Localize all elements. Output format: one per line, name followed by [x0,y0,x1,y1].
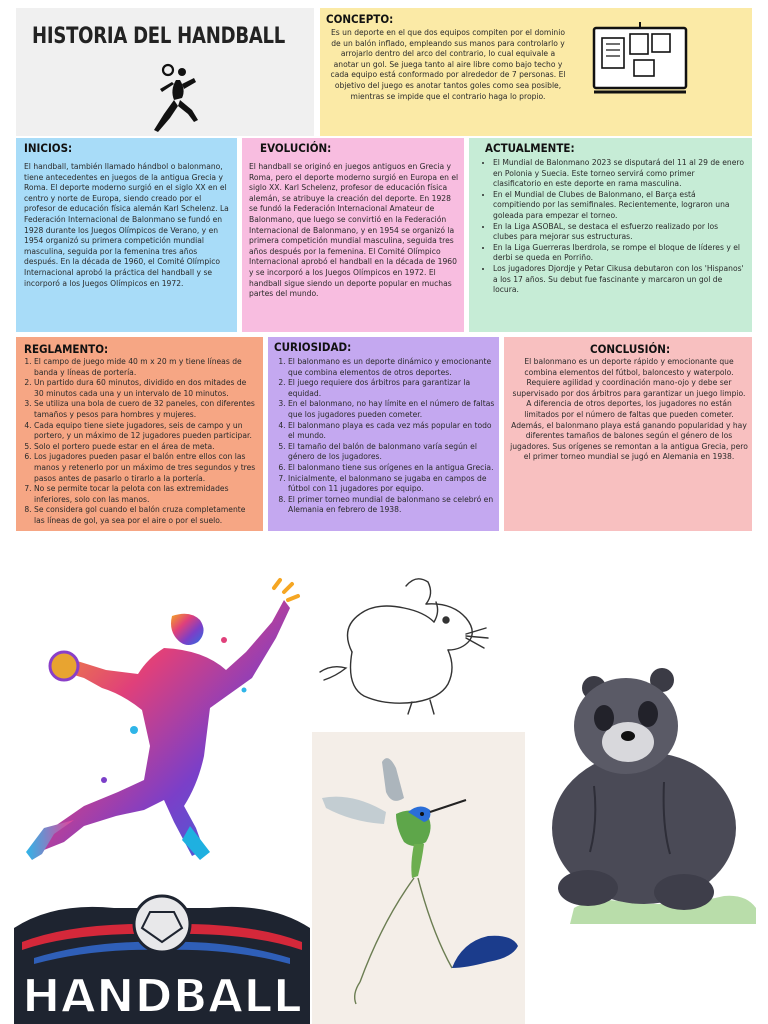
list-item: 1. El balonmano es un deporte dinámico y emocionante que combina elementos de otros deportes. [288,357,496,378]
actualmente-panel [469,138,752,332]
reglamento-list [22,357,258,527]
conclusion-heading: CONCLUSIÓN: [590,342,671,356]
list-item: 8. Se considera gol cuando el balón cruza completamente las líneas de gol, ya sea por el aire o por el suelo. [34,505,258,526]
concepto-heading: CONCEPTO: [326,12,394,26]
list-item: 2. Un partido dura 60 minutos, dividido en dos mitades de 30 minutos cada una y un intervalo de 10 minutos. [34,378,258,399]
hummingbird-drawing [312,732,525,1024]
list-item: 6. Los jugadores pueden pasar el balón entre ellos con las manos y retenerlo por un máximo de tres segundos y tres pasos antes de pasarlo o tirarlo a la portería. [34,452,258,484]
inicios-heading: INICIOS: [24,141,73,155]
curiosidad-panel [268,337,499,531]
handball-player-icon [146,56,206,136]
list-item: 5. Solo el portero puede estar en el área de meta. [34,442,258,453]
evolucion-panel [242,138,464,332]
list-item: 1. El campo de juego mide 40 m x 20 m y tiene líneas de banda y líneas de portería. [34,357,258,378]
inicios-panel [16,138,237,332]
list-item: 3. En el balonmano, no hay límite en el número de faltas que los jugadores pueden cometer. [288,399,496,420]
list-item: • En la Liga Guerreras Iberdrola, se rompe el bloque de líderes y el derbi se queda en Porriño. [493,243,745,264]
curiosidad-list [276,357,496,516]
actualmente-list [483,158,745,296]
conclusion-panel [504,337,752,531]
bear-drawing [534,656,762,926]
logo-text: HANDBALL [21,969,303,1023]
list-item: • En el Mundial de Clubes de Balonmano, el Barça está compitiendo por las semifinales. Recientemente, lograron una goleada para empezar el torneo. [493,190,745,222]
concepto-panel [320,8,752,136]
reglamento-panel [16,337,263,531]
list-item: • El Mundial de Balonmano 2023 se disputará del 11 al 29 de enero en Polonia y Suecia. Este torneo servirá como primer clasificatorio en este deporte en rama masculina. [493,158,745,190]
list-item: 6. El balonmano tiene sus orígenes en la antigua Grecia. [288,463,496,474]
page-title: HISTORIA DEL HANDBALL [32,24,286,49]
handball-logo-graphic [14,888,310,1024]
list-item: 4. Cada equipo tiene siete jugadores, seis de campo y un portero, y un máximo de 12 jugadores pueden participar. [34,421,258,442]
concepto-text: Es un deporte en el que dos equipos compiten por el dominio de un balón inflado, empleando sus manos para controlarlo y arrojarlo dentro del arco del contrario, lo cual equivale a anotar un gol. Se juega tanto al aire libre como bajo techo y cada equipo está conformado por alrededor de 7 personas. El objetivo del juego es anotar tantos goles como sea posible, mientras se impide que el contrario haga lo propio. [330,28,566,101]
curiosidad-heading: CURIOSIDAD: [274,340,352,354]
hummingbird-picture [312,732,525,1024]
whiteboard-icon [590,20,690,100]
list-item: 7. Inicialmente, el balonmano se jugaba en campos de fútbol con 11 jugadores por equipo. [288,474,496,495]
conclusion-text: El balonmano es un deporte rápido y emocionante que combina elementos del fútbol, baloncesto y waterpolo. Requiere agilidad y coordinación mano-ojo y debe ser supervisado por dos árbitros para garantizar un juego limpio. A diferencia de otros deportes, los jugadores no están limitados por el número de faltas que pueden cometer. Además, el balonmano playa está ganando popularidad y hay diferentes tamaños de balones según el género de los jugadores. Sus orígenes se remontan a la antigua Grecia, pero el primer torneo mundial se jugó en Alemania en 1938. [510,357,748,462]
evolucion-heading: EVOLUCIÓN: [260,141,332,155]
actualmente-heading: ACTUALMENTE: [485,141,575,155]
list-item: 4. El balonmano playa es cada vez más popular en todo el mundo. [288,421,496,442]
list-item: 5. El tamaño del balón de balonmano varía según el género de los jugadores. [288,442,496,463]
inicios-text: El handball, también llamado hándbol o balonmano, tiene antecedentes en juegos de la antigua Grecia y Roma. El deporte moderno surgió en el siglo XX en el centro y norte de Europa, siendo creado por el profesor de educación física alemán Karl Schelenz. La Federación Internacional de Balonmano se fundó en 1928 durante los Juegos Olímpicos de Verano, y en 1954 organizó su primera competición mundial masculina, seguida por la femenina tres años después. En la década de 1960, el Comité Olímpico Internacional aprobó la práctica del handball y se incorporó a los Juegos Olímpicos en 1972. [24,162,229,288]
list-item: 2. El juego requiere dos árbitros para garantizar la equidad. [288,378,496,399]
title-panel [16,8,314,136]
evolucion-text: El handball se originó en juegos antiguos en Grecia y Roma, pero el deporte moderno surgió en Europa en el siglo XX. Karl Schelenz, profesor de educación física alemán, se atribuye la creación del deporte. En 1928 se fundó la Federación Internacional Amateur de Balonmano, que luego se convirtió en la Federación Internacional de Balonmano, y en 1954 se organizó la primera competición mundial masculina, seguida tres años después por la femenina. El Comité Olímpico Internacional aprobó el handball en la década de 1960 y se incorporó a los Juegos Olímpicos en 1972. El handball sigue siendo un deporte popular en muchas partes del mundo. [249,162,459,299]
list-item: • Los jugadores Djordje y Petar Cikusa debutaron con los 'Hispanos' a los 17 años. Su debut fue fascinante y marcaron un gol de locura. [493,264,745,296]
list-item: 7. No se permite tocar la pelota con las extremidades inferiores, solo con las manos. [34,484,258,505]
handball-player-illustration [14,570,310,870]
reglamento-heading: REGLAMENTO: [24,342,109,356]
list-item: 3. Se utiliza una bola de cuero de 32 paneles, con diferentes tamaños y pesos para hombres y mujeres. [34,399,258,420]
list-item: • En la Liga ASOBAL, se destaca el esfuerzo realizado por los clubes para mejorar sus estructuras. [493,222,745,243]
chinchilla-drawing [316,568,490,718]
handball-logo [14,888,310,1024]
list-item: 8. El primer torneo mundial de balonmano se celebró en Alemania en febrero de 1938. [288,495,496,516]
